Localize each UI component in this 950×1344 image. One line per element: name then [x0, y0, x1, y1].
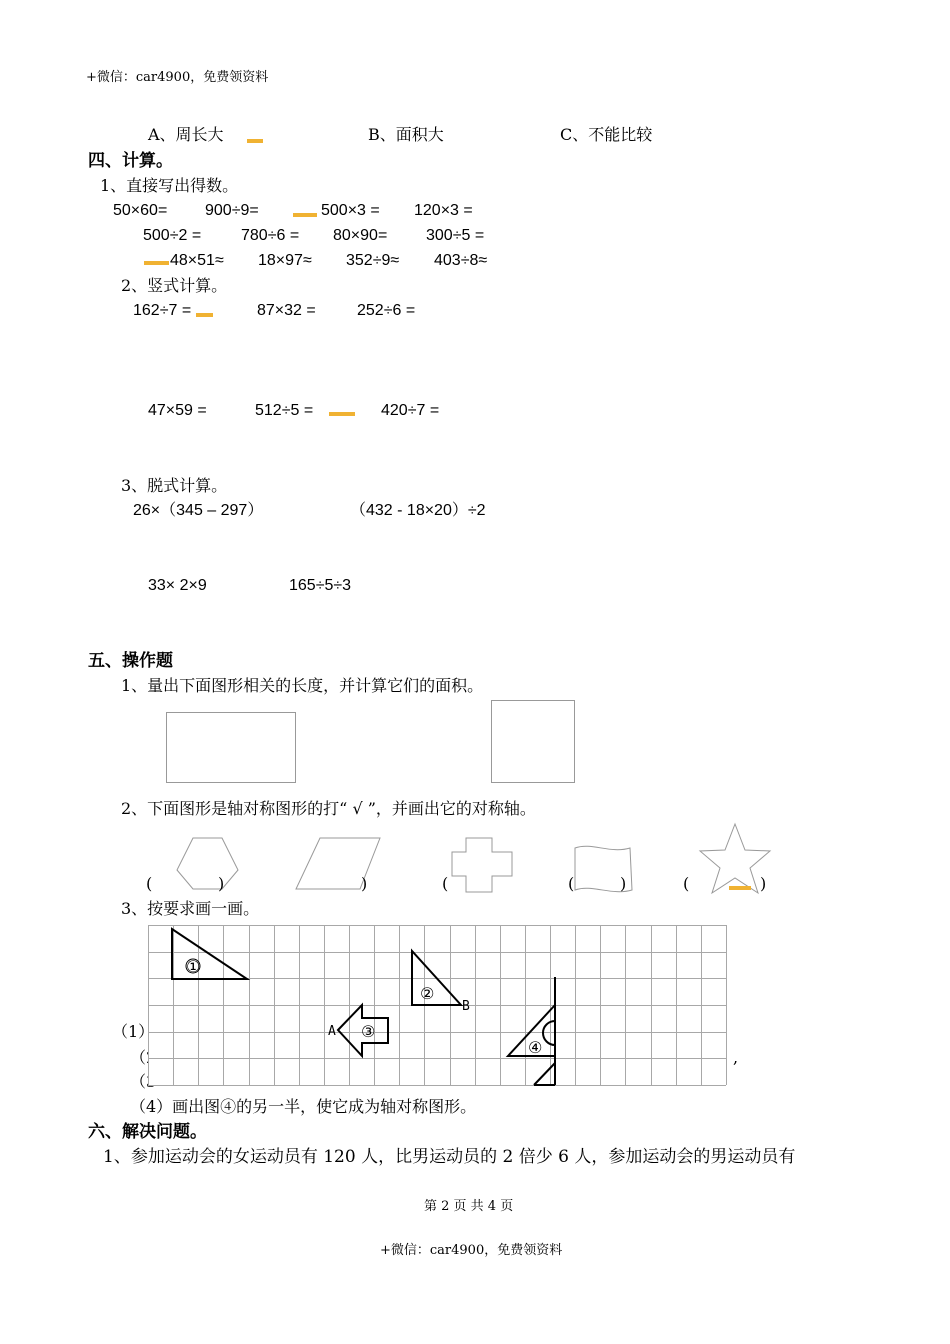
highlight-mark: [329, 412, 355, 416]
s5-q2: 2、下面图形是轴对称图形的打“ √ ”，并画出它的对称轴。: [121, 799, 536, 818]
label-a: A: [328, 1024, 336, 1039]
q1-item: 50×60=: [113, 202, 168, 219]
header-watermark: +微信：car4900，免费领资料: [86, 70, 269, 85]
paren: ): [620, 874, 627, 893]
label-four: ④: [528, 1038, 543, 1057]
parallelogram-shape: [296, 838, 380, 889]
s5-q1: 1、量出下面图形相关的长度，并计算它们的面积。: [121, 676, 484, 695]
q3-item: 26×（345 – 297）: [133, 502, 264, 519]
sub1-fragment: （1）: [112, 1022, 155, 1041]
q2-title: 2、竖式计算。: [121, 276, 228, 295]
q1-item: 120×3 =: [414, 202, 473, 219]
q1-item: 48×51≈: [170, 252, 224, 269]
q2-item: 512÷5 =: [255, 402, 314, 419]
highlight-mark: [144, 261, 169, 265]
paren: (: [146, 874, 153, 893]
q2-item: 162÷7 =: [133, 302, 192, 319]
highlight-mark: [293, 213, 317, 217]
square-shape: [491, 700, 575, 783]
label-three: ③: [361, 1022, 376, 1041]
s6-q1: 1、参加运动会的女运动员有 120 人，比男运动员的 2 倍少 6 人，参加运动会的男运动员有: [103, 1147, 796, 1167]
q2-item: 87×32 =: [257, 302, 316, 319]
cross-shape: [452, 838, 512, 892]
q2-item: 47×59 =: [148, 402, 207, 419]
choice-c: C、不能比较: [560, 125, 653, 144]
sub3-fragment: （3: [130, 1072, 157, 1091]
q2-item: 420÷7 =: [381, 402, 440, 419]
section5-title: 五、操作题: [88, 651, 173, 671]
label-two: ②: [420, 984, 435, 1003]
rectangle-shape: [166, 712, 296, 783]
q1-item: 900÷9=: [205, 202, 259, 219]
paren: ): [760, 874, 767, 893]
label-one: ①: [186, 957, 201, 976]
half-shape-4: [508, 977, 555, 1085]
q1-item: 403÷8≈: [434, 252, 488, 269]
hexagon-shape: [177, 838, 238, 889]
section6-title: 六、解决问题。: [88, 1122, 207, 1142]
comma: ,: [733, 1048, 739, 1067]
paren: (: [568, 874, 575, 893]
choice-a: A、周长大: [148, 125, 224, 144]
paren: ): [218, 874, 225, 893]
q1-item: 300÷5 =: [426, 227, 485, 244]
q1-item: 352÷9≈: [346, 252, 400, 269]
page-number: 第 2 页 共 4 页: [424, 1199, 514, 1214]
q3-title: 3、脱式计算。: [121, 476, 228, 495]
section4-title: 四、计算。: [88, 151, 173, 171]
highlight-mark: [247, 139, 263, 143]
highlight-mark: [196, 313, 213, 317]
q1-item: 500÷2 =: [143, 227, 202, 244]
q3-item: （432 - 18×20）÷2: [350, 502, 486, 519]
q1-item: 500×3 =: [321, 202, 380, 219]
highlight-mark: [729, 886, 751, 890]
paren: ): [361, 874, 368, 893]
q1-title: 1、直接写出得数。: [100, 176, 239, 195]
sub2-fragment: （2: [130, 1048, 157, 1067]
footer-watermark: +微信：car4900，免费领资料: [380, 1243, 563, 1258]
q1-item: 780÷6 =: [241, 227, 300, 244]
sub4: （4）画出图④的另一半，使它成为轴对称图形。: [130, 1097, 477, 1116]
q2-item: 252÷6 =: [357, 302, 416, 319]
s5-q3: 3、按要求画一画。: [121, 899, 260, 918]
choice-b: B、面积大: [368, 125, 444, 144]
symmetry-shapes: [140, 820, 800, 895]
paren: (: [683, 874, 690, 893]
q3-item: 165÷5÷3: [289, 577, 352, 594]
triangle-shape-1: [172, 929, 247, 979]
paren: (: [442, 874, 449, 893]
q3-item: 33× 2×9: [148, 577, 207, 594]
q1-item: 18×97≈: [258, 252, 312, 269]
label-b: B: [462, 999, 470, 1014]
q1-item: 80×90=: [333, 227, 388, 244]
drawing-grid[interactable]: [148, 925, 726, 1085]
